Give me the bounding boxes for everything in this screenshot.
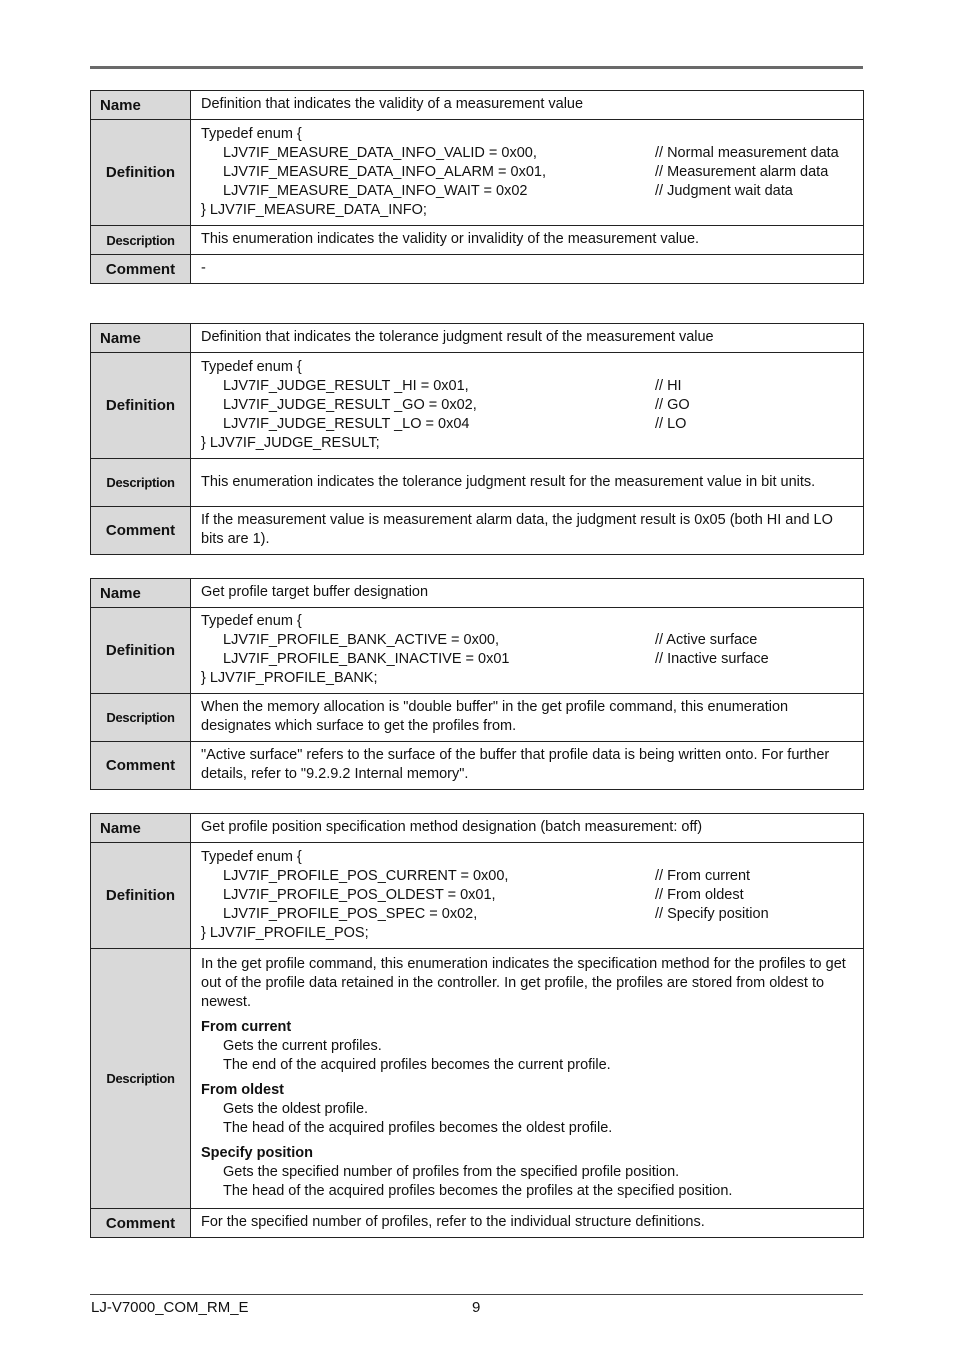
name-value: Definition that indicates the tolerance judgment result of the measurement value [191, 324, 864, 353]
page-number: 9 [472, 1299, 481, 1316]
definition-value [191, 353, 864, 459]
enum-table-profile-bank [90, 578, 864, 790]
section-line: Gets the oldest profile. [223, 1101, 369, 1117]
comment-label: Comment [91, 255, 191, 284]
definition-label: Definition [91, 353, 191, 459]
description-label: Description [91, 694, 191, 742]
enum-member [201, 631, 853, 650]
comment-value: For the specified number of profiles, refer to the individual structure definitions. [191, 1209, 864, 1238]
section-line: The end of the acquired profiles becomes the current profile. [223, 1057, 611, 1073]
section-heading: From oldest [201, 1082, 284, 1098]
typedef-open: Typedef enum { [201, 848, 302, 865]
enum-code: LJV7IF_MEASURE_DATA_INFO_VALID = 0x00, [223, 144, 537, 161]
comment-value: - [191, 255, 864, 284]
enum-member [201, 886, 853, 905]
header-rule [90, 66, 863, 69]
comment-label: Comment [91, 742, 191, 790]
name-label: Name [91, 324, 191, 353]
name-value: Get profile target buffer designation [191, 579, 864, 608]
enum-code: LJV7IF_JUDGE_RESULT _LO = 0x04 [223, 415, 470, 432]
definition-label: Definition [91, 120, 191, 226]
enum-member [201, 377, 853, 396]
enum-member [201, 415, 853, 434]
typedef-open: Typedef enum { [201, 613, 302, 629]
description-value: When the memory allocation is "double buffer" in the get profile command, this enumeration designates which surface to get the profiles from. [191, 694, 864, 742]
typedef-close: } LJV7IF_PROFILE_POS; [201, 924, 369, 941]
enum-comment: // GO [655, 396, 690, 413]
enum-code: LJV7IF_PROFILE_POS_CURRENT = 0x00, [223, 867, 509, 884]
description-value [191, 949, 864, 1209]
enum-comment: // LO [655, 415, 687, 432]
enum-comment: // Normal measurement data [655, 144, 839, 161]
enum-comment: // Active surface [655, 632, 758, 648]
definition-value [191, 608, 864, 694]
description-value: This enumeration indicates the validity or invalidity of the measurement value. [191, 226, 864, 255]
enum-member [201, 905, 853, 924]
description-intro: In the get profile command, this enumeration indicates the specification method for the profiles to get out of the profile data retained in the controller. In get profile, the profiles are stored from oldest to newest. [201, 956, 846, 1010]
name-label: Name [91, 814, 191, 843]
enum-comment: // Inactive surface [655, 651, 769, 667]
enum-comment: // HI [655, 377, 682, 394]
enum-code: LJV7IF_MEASURE_DATA_INFO_WAIT = 0x02 [223, 182, 528, 199]
description-label: Description [91, 949, 191, 1209]
section-line: Gets the specified number of profiles from the specified profile position. [223, 1164, 680, 1180]
definition-label: Definition [91, 608, 191, 694]
name-label: Name [91, 91, 191, 120]
definition-value [191, 843, 864, 949]
enum-table-profile-pos [90, 813, 864, 1238]
name-value: Get profile position specification method designation (batch measurement: off) [191, 814, 864, 843]
enum-comment: // Measurement alarm data [655, 163, 829, 180]
document-id: LJ-V7000_COM_RM_E [91, 1299, 249, 1316]
section-line: The head of the acquired profiles becomes the profiles at the specified position. [223, 1183, 733, 1199]
enum-code: LJV7IF_MEASURE_DATA_INFO_ALARM = 0x01, [223, 163, 547, 180]
enum-member [201, 182, 853, 201]
section-heading: From current [201, 1019, 292, 1035]
comment-label: Comment [91, 507, 191, 555]
enum-comment: // Specify position [655, 905, 769, 922]
description-label: Description [91, 459, 191, 507]
enum-code: LJV7IF_PROFILE_BANK_INACTIVE = 0x01 [223, 651, 510, 667]
description-label: Description [91, 226, 191, 255]
definition-label: Definition [91, 843, 191, 949]
section-line: Gets the current profiles. [223, 1038, 382, 1054]
typedef-open: Typedef enum { [201, 358, 302, 375]
comment-value: "Active surface" refers to the surface of the buffer that profile data is being written onto. For further details, refer to "9.2.9.2 Internal memory". [191, 742, 864, 790]
enum-member [201, 867, 853, 886]
enum-comment: // From current [655, 867, 751, 884]
enum-member [201, 144, 853, 163]
enum-comment: // Judgment wait data [655, 182, 793, 199]
enum-code: LJV7IF_JUDGE_RESULT _GO = 0x02, [223, 396, 477, 413]
enum-table-measure-data-info [90, 90, 864, 284]
name-label: Name [91, 579, 191, 608]
enum-code: LJV7IF_PROFILE_POS_OLDEST = 0x01, [223, 886, 496, 903]
definition-value [191, 120, 864, 226]
section-line: The head of the acquired profiles becomes the oldest profile. [223, 1120, 613, 1136]
enum-code: LJV7IF_PROFILE_BANK_ACTIVE = 0x00, [223, 632, 500, 648]
typedef-close: } LJV7IF_MEASURE_DATA_INFO; [201, 201, 427, 218]
name-value: Definition that indicates the validity of a measurement value [191, 91, 864, 120]
enum-code: LJV7IF_PROFILE_POS_SPEC = 0x02, [223, 905, 478, 922]
enum-comment: // From oldest [655, 886, 744, 903]
enum-member [201, 163, 853, 182]
enum-member [201, 650, 853, 669]
enum-table-judge-result [90, 323, 864, 555]
enum-member [201, 396, 853, 415]
typedef-open: Typedef enum { [201, 125, 302, 142]
typedef-close: } LJV7IF_JUDGE_RESULT; [201, 434, 380, 451]
typedef-close: } LJV7IF_PROFILE_BANK; [201, 670, 378, 686]
section-heading: Specify position [201, 1145, 313, 1161]
footer-rule [90, 1294, 863, 1295]
enum-code: LJV7IF_JUDGE_RESULT _HI = 0x01, [223, 377, 469, 394]
comment-label: Comment [91, 1209, 191, 1238]
description-value: This enumeration indicates the tolerance judgment result for the measurement value in bit units. [191, 459, 864, 507]
comment-value: If the measurement value is measurement alarm data, the judgment result is 0x05 (both HI and LO bits are 1). [191, 507, 864, 555]
